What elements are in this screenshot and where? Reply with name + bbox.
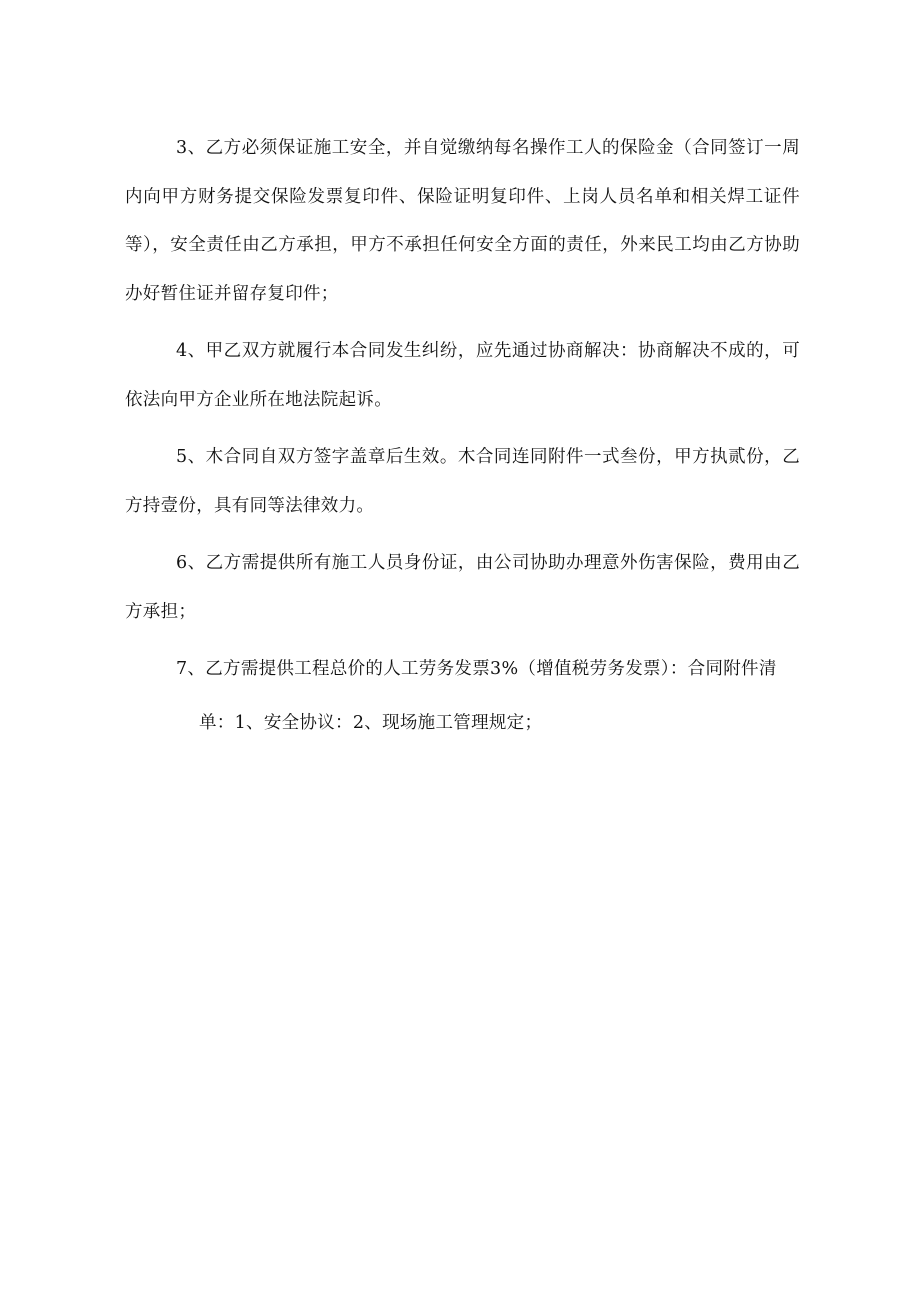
clause-7-line-2: 单：1、安全协议：2、现场施工管理规定； (199, 712, 543, 733)
clause-6: 6、乙方需提供所有施工人员身份证，由公司协助办理意外伤害保险，费用由乙方承担； (125, 553, 800, 622)
clause-3: 3、乙方必须保证施工安全，并自觉缴纳每名操作工人的保险金（合同签订一周内向甲方财务提交保险发票复印件、保险证明复印件、上岗人员名单和相关焊工证件等），安全责任由乙方承担，甲方不承担任何安全方面的责任，外来民工均由乙方协助办好暂住证并留存复印件； (125, 138, 800, 304)
clause-7-line-1: 7、乙方需提供工程总价的人工劳务发票3%（增值税劳务发票）：合同附件清 (176, 659, 777, 679)
clause-4: 4、甲乙双方就履行本合同发生纠纷，应先通过协商解决：协商解决不成的，可依法向甲方企业所在地法院起诉。 (125, 341, 800, 410)
clause-5: 5、木合同自双方签字盖章后生效。木合同连同附件一式叁份，甲方执贰份，乙方持壹份，具有同等法律效力。 (125, 447, 800, 516)
clause-7 (125, 645, 800, 747)
document-body (125, 124, 800, 747)
